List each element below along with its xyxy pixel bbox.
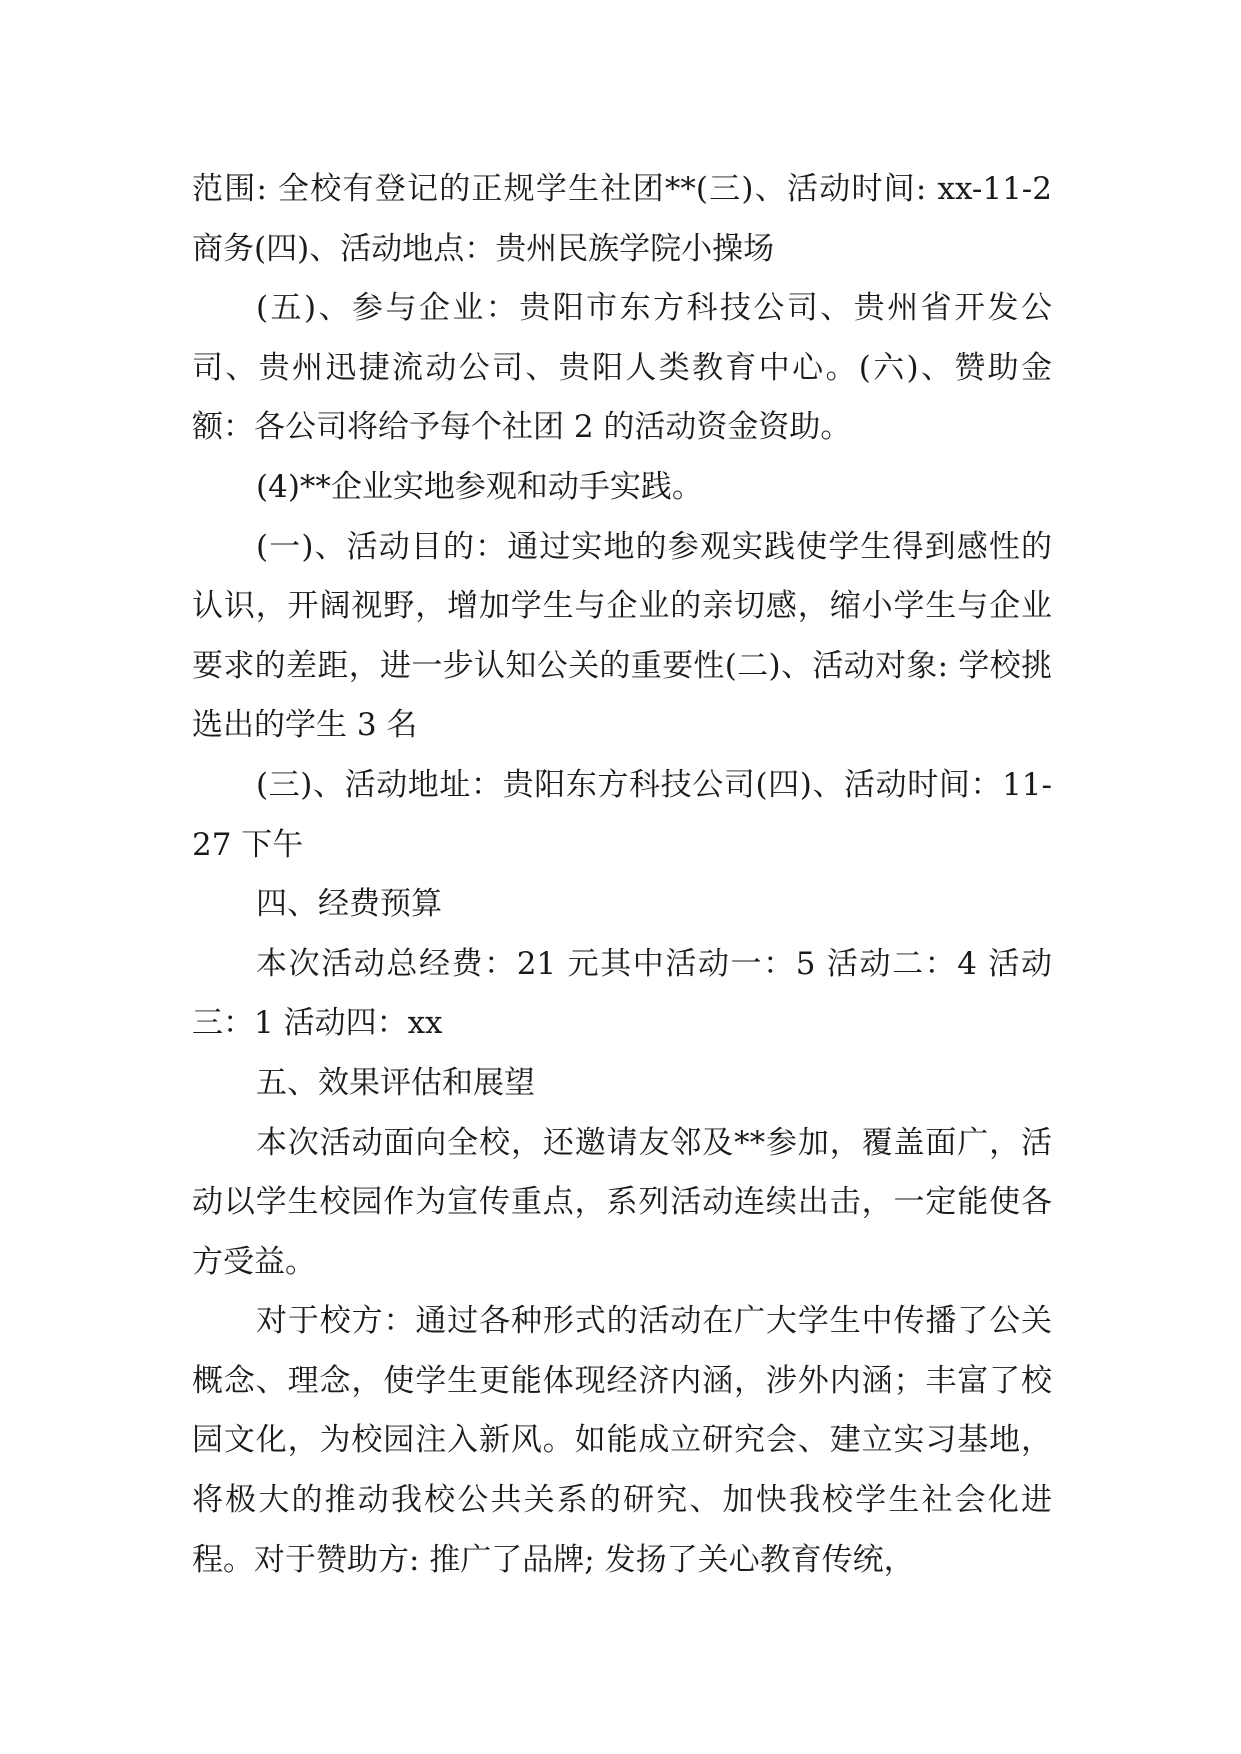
document-body: [192, 160, 1052, 1590]
paragraph-scope-time-location: 范围: 全校有登记的正规学生社团**(三)、活动时间: xx-11-2 商务(四)、活动地点：贵州民族学院小操场: [192, 171, 1052, 267]
paragraph-evaluation-summary: 本次活动面向全校，还邀请友邻及**参加，覆盖面广，活动以学生校园作为宣传重点，系列活动连续出击，一定能使各方受益。: [192, 1124, 1052, 1280]
paragraph-visit-purpose: (一)、活动目的：通过实地的参观实践使学生得到感性的认识，开阔视野，增加学生与企业的亲切感，缩小学生与企业要求的差距，进一步认知公关的重要性(二)、活动对象: 学校挑选出的学生 3 名: [192, 528, 1052, 744]
paragraph-visit-address-time: (三)、活动地址：贵阳东方科技公司(四)、活动时间：11-27 下午: [192, 766, 1052, 863]
paragraph-school-benefits: 对于校方：通过各种形式的活动在广大学生中传播了公关概念、理念，使学生更能体现经济内涵，涉外内涵；丰富了校园文化，为校园注入新风。如能成立研究会、建立实习基地，将极大的推动我校公共关系的研究、加快我校学生社会化进程。对于赞助方: 推广了品牌; 发扬了关心教育传统，: [192, 1303, 1052, 1578]
paragraph-site-visit-heading: (4)**企业实地参观和动手实践。: [256, 468, 703, 505]
section-heading-evaluation: 五、效果评估和展望: [256, 1064, 535, 1101]
paragraph-companies-sponsorship: (五)、参与企业：贵阳市东方科技公司、贵州省开发公司、贵州迅捷流动公司、贵阳人类教育中心。(六)、赞助金额：各公司将给予每个社团 2 的活动资金资助。: [192, 290, 1052, 446]
paragraph-budget-detail: 本次活动总经费：21 元其中活动一：5 活动二：4 活动三：1 活动四：xx: [192, 945, 1052, 1042]
section-heading-budget: 四、经费预算: [256, 886, 442, 923]
